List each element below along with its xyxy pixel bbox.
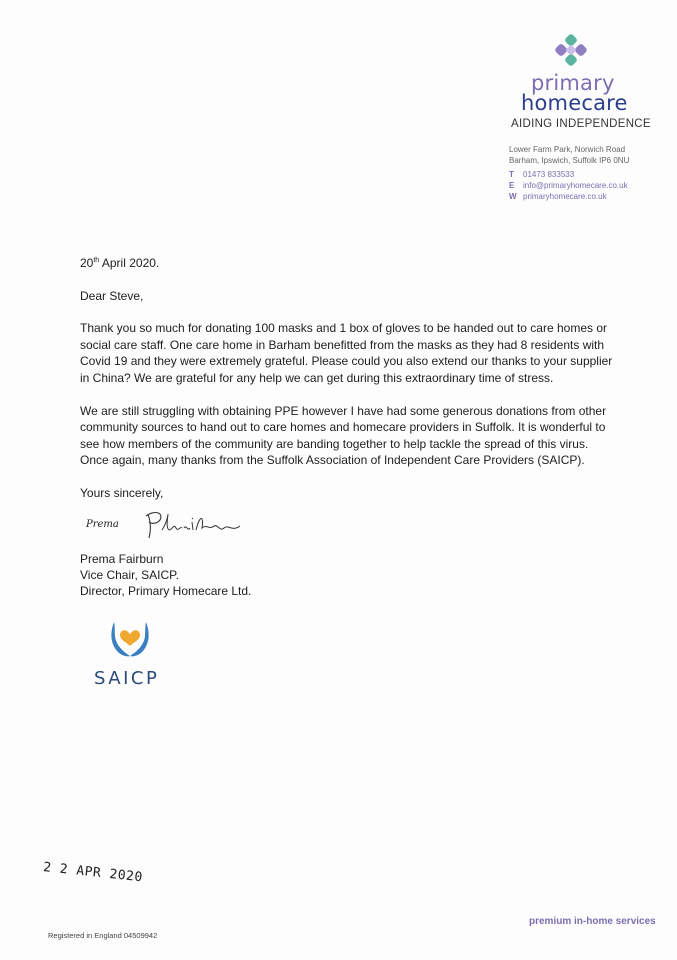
salutation: Dear Steve,: [80, 288, 144, 303]
signer-title-2: Director, Primary Homecare Ltd.: [80, 584, 252, 598]
brand-word-primary: primary: [531, 71, 615, 95]
contact-web: [509, 191, 659, 202]
contact-web-value: primaryhomecare.co.uk: [523, 192, 607, 201]
signer-block: [80, 551, 251, 599]
contact-email-key: E: [509, 181, 515, 190]
registration-number: Registered in England 04509942: [48, 931, 158, 940]
address-line-1: Lower Farm Park, Norwich Road: [509, 145, 626, 154]
saicp-hands-heart-icon: [104, 616, 156, 668]
date-suffix: th: [93, 257, 100, 264]
primary-homecare-logo-icon: [553, 32, 589, 68]
paragraph-2: We are still struggling with obtaining PPE however I have had some generous donations from other community sources to hand out to care homes and homecare providers in Suffolk. It is wonderful to see how members of the community are banding together to help tackle the spread of this virus. Once again, many thanks from the Suffolk Association of Independent Care Providers (SAICP).: [80, 403, 607, 468]
signer-name: Prema Fairburn: [80, 552, 164, 566]
closing: Yours sincerely,: [80, 486, 164, 500]
contact-phone-key: T: [509, 170, 514, 179]
contact-web-key: W: [509, 192, 517, 201]
contact-email: [509, 180, 659, 191]
letter-body: [80, 253, 620, 485]
services-tagline: premium in-home services: [529, 916, 656, 927]
date-rest: April 2020.: [99, 256, 160, 270]
paragraph-1: Thank you so much for donating 100 masks and 1 box of gloves to be handed out to care homes or social care staff. One care home in Barham benefitted from the masks as they had 8 residents with Covid 19 and they were extremely grateful. Please could you also extend our thanks to your supplier in China? We are grateful for any help we can get during this extraordinary time of stress.: [80, 321, 613, 385]
signer-title-1: Vice Chair, SAICP.: [80, 568, 179, 582]
saicp-wordmark: SAICP: [94, 668, 160, 689]
contact-phone-value: 01473 833533: [523, 170, 575, 179]
date-day: 20: [80, 256, 94, 270]
address-line-2: Barham, Ipswich, Suffolk IP6 0NU: [509, 156, 630, 165]
received-date-stamp: 2 2 APR 2020: [42, 860, 144, 886]
brand-word-homecare: homecare: [521, 91, 628, 115]
company-address: [509, 144, 659, 202]
brand-tagline: AIDING INDEPENDENCE: [511, 118, 651, 130]
handwritten-signature-icon: [140, 506, 250, 542]
letter-date: [80, 253, 620, 272]
signature-first-name: Prema: [86, 519, 119, 530]
contact-email-value: info@primaryhomecare.co.uk: [523, 181, 628, 190]
contact-phone: [509, 169, 659, 180]
